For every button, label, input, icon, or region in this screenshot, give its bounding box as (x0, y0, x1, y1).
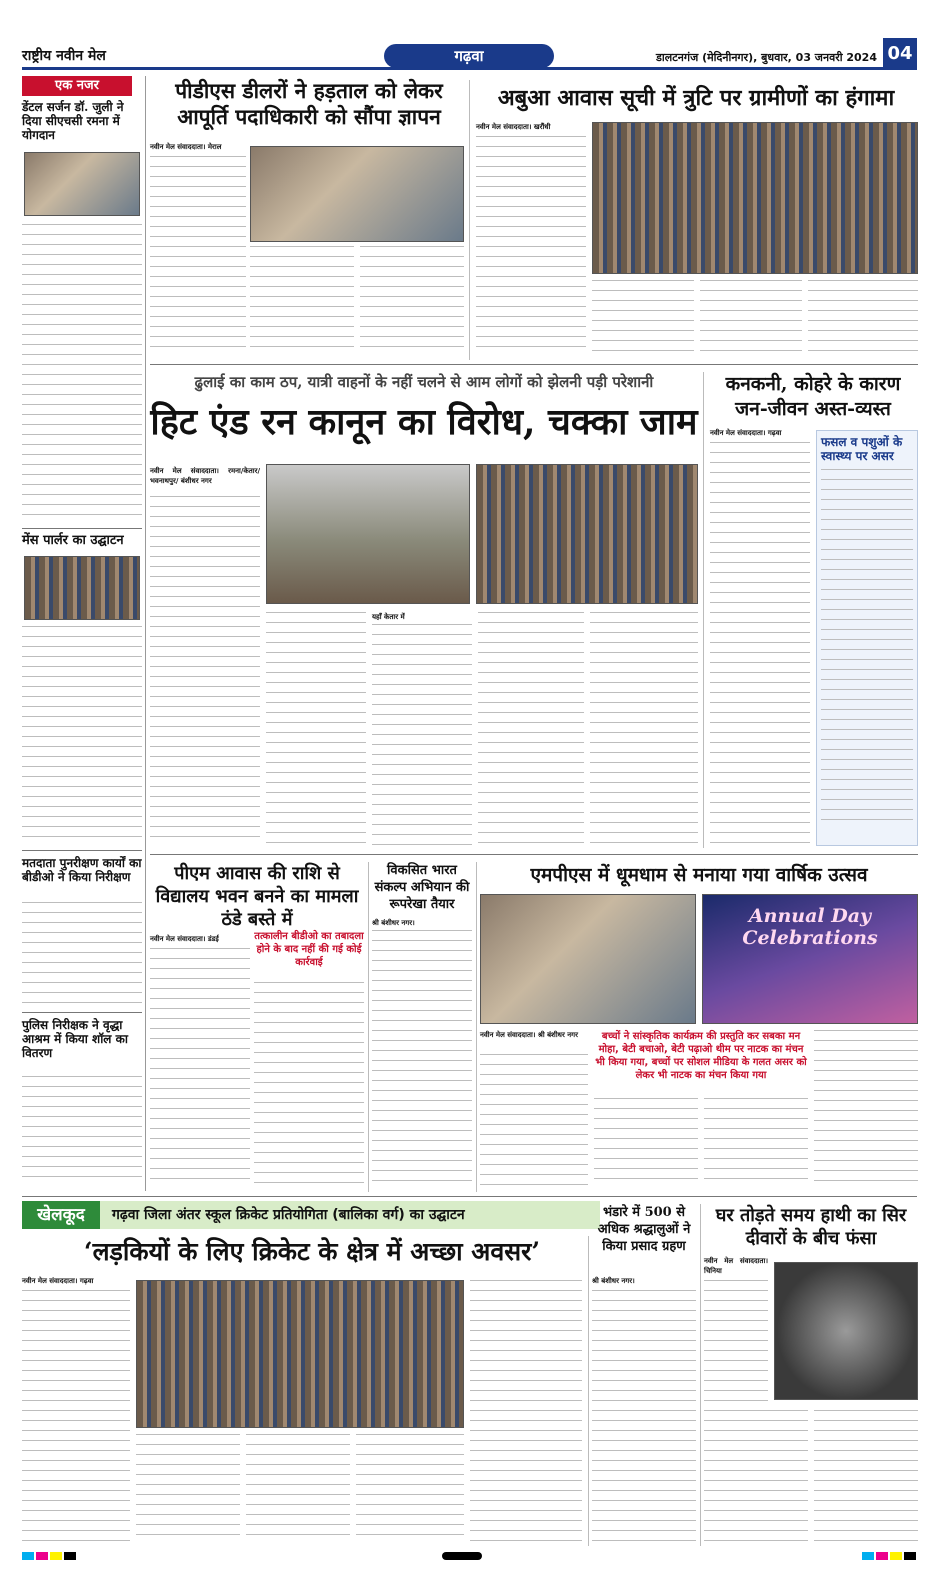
elephant-body-col2 (704, 1410, 808, 1544)
sports-headline: ‘लड़कियों के लिए क्रिकेट के क्षेत्र में अच्छा अवसर’ (83, 1237, 541, 1266)
hitrun-byline: नवीन मेल संवाददाता। रमना/केतार/भवनाथपुर/ बंशीधर नगर (150, 467, 260, 485)
sports-body-col3 (246, 1434, 350, 1544)
newspaper-logo: राष्ट्रीय नवीन मेल (22, 48, 106, 64)
kohre-sidebox (816, 430, 918, 846)
protest-photo (476, 464, 698, 604)
mps-byline: नवीन मेल संवाददाता। श्री बंशीधर नगर (480, 1031, 578, 1039)
left-story-4-body (22, 1076, 142, 1186)
kohre-box-body (821, 469, 913, 829)
bhandara-headline: भंडारे में 500 से अधिक श्रद्धालुओं ने किया प्रसाद ग्रहण (597, 1205, 691, 1254)
left-story-3-headline: मतदाता पुनरीक्षण कार्यों का बीडीओ ने किया निरीक्षण (22, 856, 142, 884)
hitrun-body-col1 (150, 496, 260, 846)
hitrun-body-col3 (372, 624, 472, 846)
column-rule (700, 1204, 701, 1546)
pds-byline: नवीन मेल संवाददाता। मेराल (150, 143, 222, 151)
swatch (862, 1552, 874, 1560)
hitrun-body-col4 (478, 612, 584, 846)
left-column (22, 76, 146, 1191)
column-rule (703, 372, 704, 848)
divider (22, 1012, 142, 1013)
sports-body-col1 (22, 1290, 130, 1544)
left-story-1-body (22, 224, 142, 524)
swatch (904, 1552, 916, 1560)
viksit-headline: विकसित भारत संकल्प अभियान की रूपरेखा तैयार (374, 863, 470, 912)
divider (22, 850, 142, 851)
mps-body-col3 (704, 1098, 808, 1188)
abua-headline: अबुआ आवास सूची में त्रुटि पर ग्रामीणों का हंगामा (497, 85, 895, 111)
mps-red-quote: बच्चों ने सांस्कृतिक कार्यक्रम की प्रस्तुति कर सबका मन मोहा, बेटी बचाओ, बेटी पढ़ाओ थीम पर नाटक का मंचन भी किया गया, बच्चों पर सोशल मीडिया के गलत असर को लेकर भी नाटक का मंचन किया गया (595, 1031, 807, 1081)
pds-body-col2 (250, 246, 354, 352)
issue-date: डालटनगंज (मेदिनीनगर), बुधवार, 03 जनवरी 2024 (656, 51, 877, 64)
kohre-box-headline: फसल व पशुओं के स्वास्थ्य पर असर (821, 435, 903, 463)
mens-parlour-photo (24, 556, 140, 620)
viksit-byline: श्री बंशीधर नगर। (372, 919, 415, 927)
hitrun-body-col2 (266, 612, 366, 846)
viksit-body (372, 930, 472, 1188)
elephant-photo (774, 1262, 918, 1400)
elephant-byline: नवीन मेल संवाददाता। चिनिया (704, 1257, 768, 1275)
bhandara-body (592, 1290, 696, 1544)
abua-body-col4 (808, 280, 918, 356)
elephant-body-col1 (704, 1280, 768, 1404)
sports-strip: गढ़वा जिला अंतर स्कूल क्रिकेट प्रतियोगिता (बालिका वर्ग) का उद्घाटन (100, 1201, 600, 1229)
divider (150, 854, 918, 855)
swatch (442, 1552, 482, 1560)
abua-byline: नवीन मेल संवाददाता। खरौंधी (476, 123, 551, 131)
kohre-byline: नवीन मेल संवाददाता। गढ़वा (710, 429, 782, 437)
hitrun-headline: हिट एंड रन कानून का विरोध, चक्का जाम (150, 401, 698, 443)
kohre-body-col1 (710, 442, 810, 846)
sports-body-col2 (136, 1434, 240, 1544)
swatch (22, 1552, 34, 1560)
pmawas-pull-quote: तत्कालीन बीडीओ का तबादला होने के बाद नहीं की गई कोई कार्रवाई (254, 931, 364, 968)
swatch (890, 1552, 902, 1560)
mps-body-col4 (814, 1030, 918, 1188)
pmawas-byline: नवीन मेल संवाददाता। डंडई (150, 935, 219, 943)
divider (22, 1196, 917, 1197)
pds-body-col3 (360, 246, 464, 352)
page-number: 04 (883, 38, 917, 70)
ek-nazar-badge: एक नजर (22, 76, 132, 96)
abua-body-col3 (700, 280, 802, 356)
dentist-photo (24, 152, 140, 216)
pds-headline: पीडीएस डीलरों ने हड़ताल को लेकर आपूर्ति पदाधिकारी को सौंपा ज्ञापन (175, 78, 443, 129)
pds-body-col1 (150, 156, 246, 352)
sports-byline: नवीन मेल संवाददाता। गढ़वा (22, 1277, 94, 1285)
cricket-inauguration-photo (136, 1280, 464, 1428)
mps-lamp-photo (480, 894, 696, 1024)
masthead (22, 44, 917, 70)
annual-day-banner-text: Annual Day Celebrations (742, 905, 878, 949)
trucks-photo (266, 464, 470, 604)
pmawas-headline: पीएम आवास की राशि से विद्यालय भवन बनने का मामला ठंडे बस्ते में (155, 863, 359, 930)
left-story-2-body (22, 626, 142, 846)
pmawas-body-col2 (254, 982, 364, 1188)
column-rule (588, 1236, 589, 1546)
elephant-body-col3 (814, 1410, 918, 1544)
abua-crowd-photo (592, 122, 918, 274)
hitrun-body-col5 (590, 612, 698, 846)
swatch (64, 1552, 76, 1560)
left-story-1-headline: डेंटल सर्जन डॉ. जुली ने दिया सीएचसी रमना में योगदान (22, 100, 124, 142)
divider (150, 364, 918, 365)
section-label: गढ़वा (384, 44, 554, 68)
hitrun-kicker: ढुलाई का काम ठप, यात्री वाहनों के नहीं चलने से आम लोगों को झेलनी पड़ी परेशानी (194, 373, 654, 391)
bhandara-byline: श्री बंशीधर नगर। (592, 1277, 635, 1285)
kohre-headline: कनकनी, कोहरे के कारण जन-जीवन अस्त-व्यस्त (725, 373, 901, 420)
mps-headline: एमपीएस में धूमधाम से मनाया गया वार्षिक उत्सव (530, 864, 868, 886)
divider (22, 528, 142, 529)
mps-body-col1 (480, 1054, 588, 1188)
abua-body-col1 (476, 136, 586, 356)
elephant-headline: घर तोड़ते समय हाथी का सिर दीवारों के बीच फंसा (715, 1205, 907, 1249)
pds-photo (250, 146, 464, 242)
column-rule (368, 862, 369, 1192)
swatch (36, 1552, 48, 1560)
left-story-4-headline: पुलिस निरीक्षक ने वृद्धा आश्रम में किया शॉल का वितरण (22, 1018, 128, 1060)
print-registration-bar (22, 1552, 917, 1560)
sports-body-col4 (356, 1434, 464, 1544)
column-rule (469, 80, 470, 360)
left-story-3-body (22, 902, 142, 1008)
abua-body-col2 (592, 280, 694, 356)
hitrun-subhead: यहाँ केतार में (372, 613, 405, 621)
sports-tag: खेलकूद (22, 1201, 100, 1229)
swatch (50, 1552, 62, 1560)
sports-body-col5 (470, 1280, 582, 1544)
column-rule (476, 862, 477, 1192)
swatch (876, 1552, 888, 1560)
pmawas-body-col1 (150, 948, 250, 1188)
mps-body-col2 (594, 1098, 698, 1188)
annual-day-photo (702, 894, 918, 1024)
left-story-2-headline: मेंस पार्लर का उद्घाटन (22, 533, 124, 548)
